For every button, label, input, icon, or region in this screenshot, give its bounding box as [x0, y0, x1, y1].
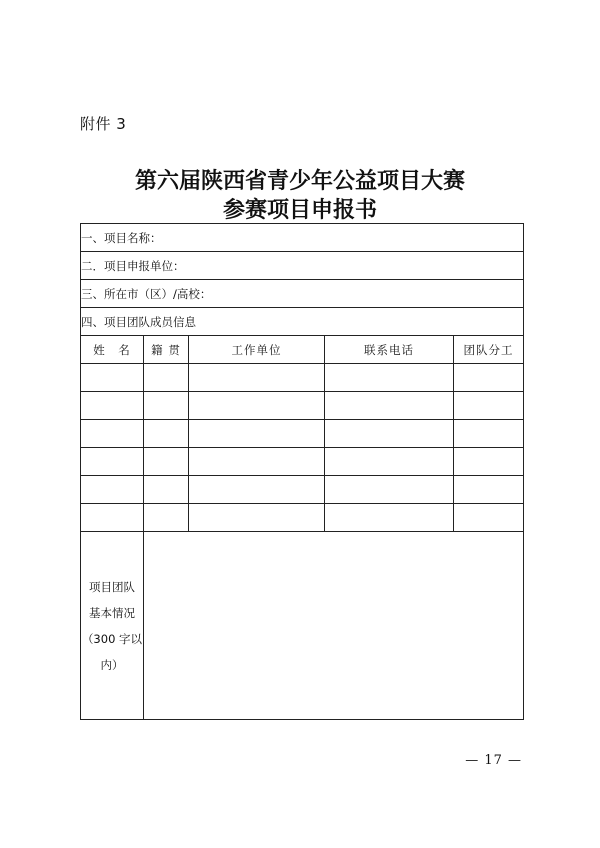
member-native-place-cell[interactable]	[144, 448, 189, 476]
member-name-cell[interactable]	[81, 420, 144, 448]
project-name-row	[81, 224, 524, 252]
member-work-unit-cell[interactable]	[189, 476, 325, 504]
team-basic-row	[81, 532, 524, 720]
header-name: 姓 名	[81, 336, 144, 364]
member-native-place-cell[interactable]	[144, 504, 189, 532]
team-basic-label-line: （300 字以	[81, 631, 143, 646]
page-number: — 17 —	[465, 753, 522, 768]
member-native-place-cell[interactable]	[144, 420, 189, 448]
member-phone-cell[interactable]	[325, 476, 454, 504]
member-role-cell[interactable]	[454, 504, 524, 532]
header-phone: 联系电话	[325, 336, 454, 364]
team-basic-label	[81, 532, 144, 720]
member-role-cell[interactable]	[454, 420, 524, 448]
applicant-unit-row	[81, 252, 524, 280]
member-work-unit-cell[interactable]	[189, 364, 325, 392]
team-info-heading: 四、项目团队成员信息	[81, 308, 524, 336]
header-work-unit: 工作单位	[189, 336, 325, 364]
member-work-unit-cell[interactable]	[189, 392, 325, 420]
header-team-role: 团队分工	[454, 336, 524, 364]
project-name-field[interactable]: 一、项目名称：	[81, 224, 524, 252]
member-name-cell[interactable]	[81, 364, 144, 392]
location-field[interactable]: 三、所在市（区）/高校：	[81, 280, 524, 308]
document-subtitle: 参赛项目申报书	[222, 197, 377, 223]
team-basic-label-line: 项目团队	[89, 579, 135, 594]
application-form-table	[80, 223, 524, 720]
member-work-unit-cell[interactable]	[189, 504, 325, 532]
member-work-unit-cell[interactable]	[189, 448, 325, 476]
table-row	[81, 448, 524, 476]
team-basic-label-line: 内）	[100, 657, 124, 672]
table-row	[81, 476, 524, 504]
member-phone-cell[interactable]	[325, 364, 454, 392]
attachment-label: 附件 3	[80, 115, 127, 133]
document-title: 第六届陕西省青少年公益项目大赛	[134, 168, 465, 194]
member-native-place-cell[interactable]	[144, 392, 189, 420]
member-native-place-cell[interactable]	[144, 364, 189, 392]
members-header-row	[81, 336, 524, 364]
member-role-cell[interactable]	[454, 448, 524, 476]
member-work-unit-cell[interactable]	[189, 420, 325, 448]
table-row	[81, 364, 524, 392]
team-info-row	[81, 308, 524, 336]
member-name-cell[interactable]	[81, 476, 144, 504]
location-row	[81, 280, 524, 308]
member-phone-cell[interactable]	[325, 420, 454, 448]
member-phone-cell[interactable]	[325, 504, 454, 532]
member-role-cell[interactable]	[454, 364, 524, 392]
team-basic-label-line: 基本情况	[89, 605, 135, 620]
member-role-cell[interactable]	[454, 392, 524, 420]
header-native-place: 籍 贯	[144, 336, 189, 364]
member-name-cell[interactable]	[81, 504, 144, 532]
team-basic-content[interactable]	[144, 532, 524, 720]
table-row	[81, 420, 524, 448]
table-row	[81, 504, 524, 532]
table-row	[81, 392, 524, 420]
applicant-unit-field[interactable]: 二．项目申报单位：	[81, 252, 524, 280]
member-role-cell[interactable]	[454, 476, 524, 504]
member-name-cell[interactable]	[81, 392, 144, 420]
member-native-place-cell[interactable]	[144, 476, 189, 504]
member-phone-cell[interactable]	[325, 448, 454, 476]
member-name-cell[interactable]	[81, 448, 144, 476]
member-phone-cell[interactable]	[325, 392, 454, 420]
